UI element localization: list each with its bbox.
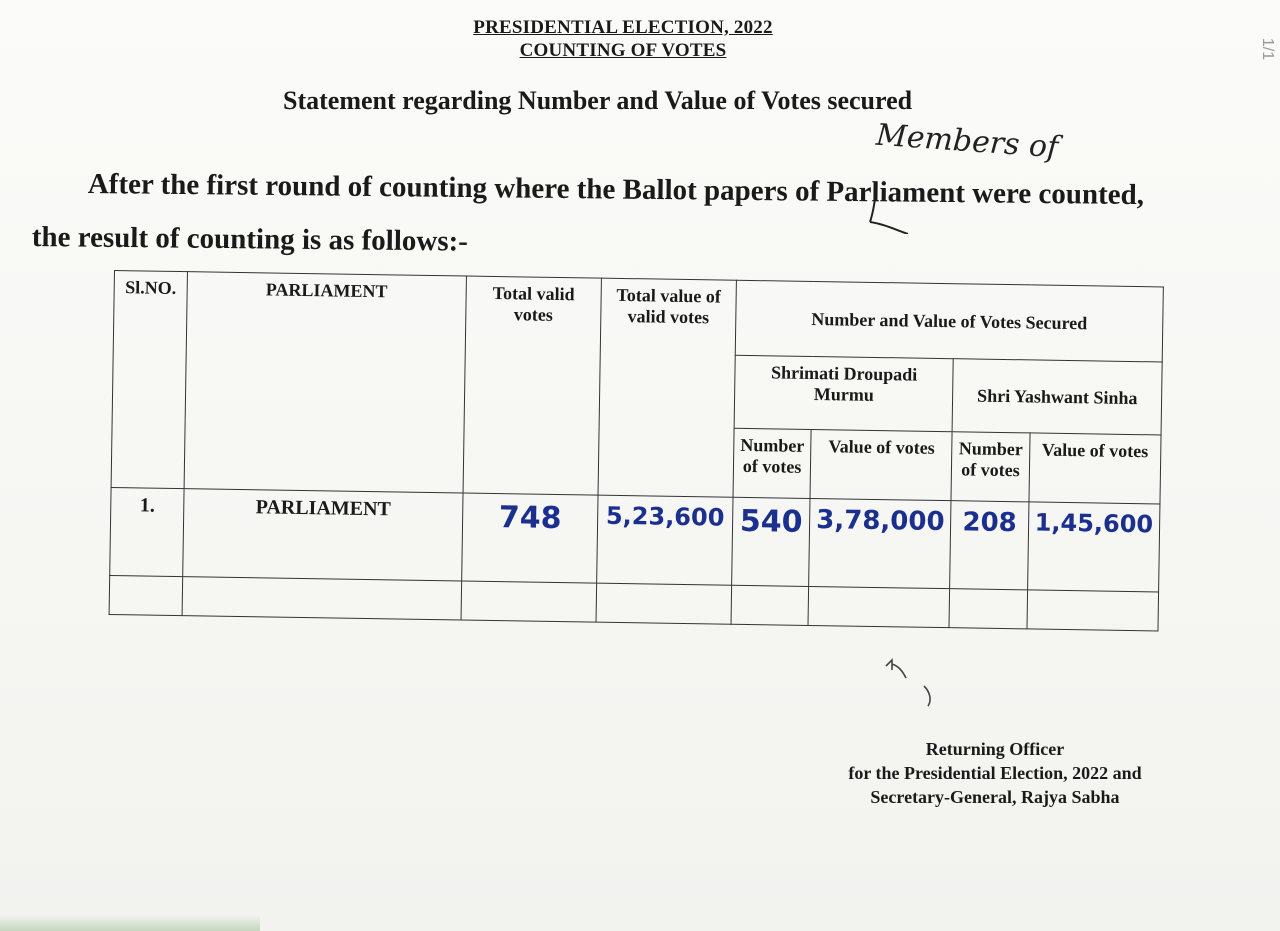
- page-number: 1/1: [1259, 37, 1277, 61]
- header-c1-value: Value of votes: [810, 429, 952, 500]
- header-subtitle: COUNTING OF VOTES: [519, 40, 727, 61]
- paragraph-line-1: After the first round of counting where the Ballot papers of Parliament were counted,: [87, 168, 1145, 212]
- signature-title: Returning Officer: [925, 739, 1065, 759]
- header-parliament: PARLIAMENT: [184, 272, 466, 493]
- row-c2-value: 1,45,600: [1027, 502, 1160, 592]
- header-number-and-value: Number and Value of Votes Secured: [735, 280, 1163, 362]
- paragraph-line-2: the result of counting is as follows:-: [31, 221, 469, 258]
- header-total-valid-votes: Total valid votes: [463, 276, 601, 495]
- row-total-valid-votes: 748: [462, 493, 598, 583]
- header-c1-number: Number of votes: [733, 428, 811, 498]
- row-c1-number: 540: [732, 497, 810, 586]
- header-total-value: Total value of valid votes: [598, 278, 736, 497]
- row-c1-value: 3,78,000: [809, 498, 952, 588]
- header-c2-value: Value of votes: [1029, 433, 1162, 504]
- header-c2-number: Number of votes: [951, 432, 1029, 502]
- signature-block: [820, 737, 1170, 809]
- blank-cell: [182, 577, 462, 620]
- blank-cell: [808, 586, 950, 627]
- blank-cell: [949, 589, 1027, 629]
- blank-cell: [596, 583, 732, 624]
- results-table: [109, 270, 1164, 631]
- table-row: [110, 487, 1160, 591]
- signature-line-2: for the Presidential Election, 2022 and: [848, 763, 1142, 783]
- handwritten-insert: Members of: [875, 117, 1060, 166]
- header-title: PRESIDENTIAL ELECTION, 2022: [473, 17, 773, 38]
- header-candidate-1: Shrimati Droupadi Murmu: [734, 355, 954, 431]
- row-total-value: 5,23,600: [597, 495, 733, 585]
- signature-line-3: Secretary-General, Rajya Sabha: [870, 787, 1120, 807]
- blank-cell: [461, 581, 597, 622]
- row-sl: 1.: [110, 487, 184, 576]
- row-name: PARLIAMENT: [183, 489, 463, 581]
- statement-heading: Statement regarding Number and Value of Votes secured: [283, 86, 913, 115]
- blank-cell: [109, 575, 183, 615]
- table-header-row: [113, 271, 1163, 362]
- blank-cell: [731, 585, 809, 625]
- header-candidate-2: Shri Yashwant Sinha: [953, 359, 1163, 435]
- signature-scribble: [880, 656, 950, 708]
- row-c2-number: 208: [950, 501, 1028, 590]
- photo-edge-shadow: [0, 915, 260, 931]
- header-sl-no: Sl.NO.: [111, 271, 187, 489]
- blank-cell: [1027, 590, 1159, 631]
